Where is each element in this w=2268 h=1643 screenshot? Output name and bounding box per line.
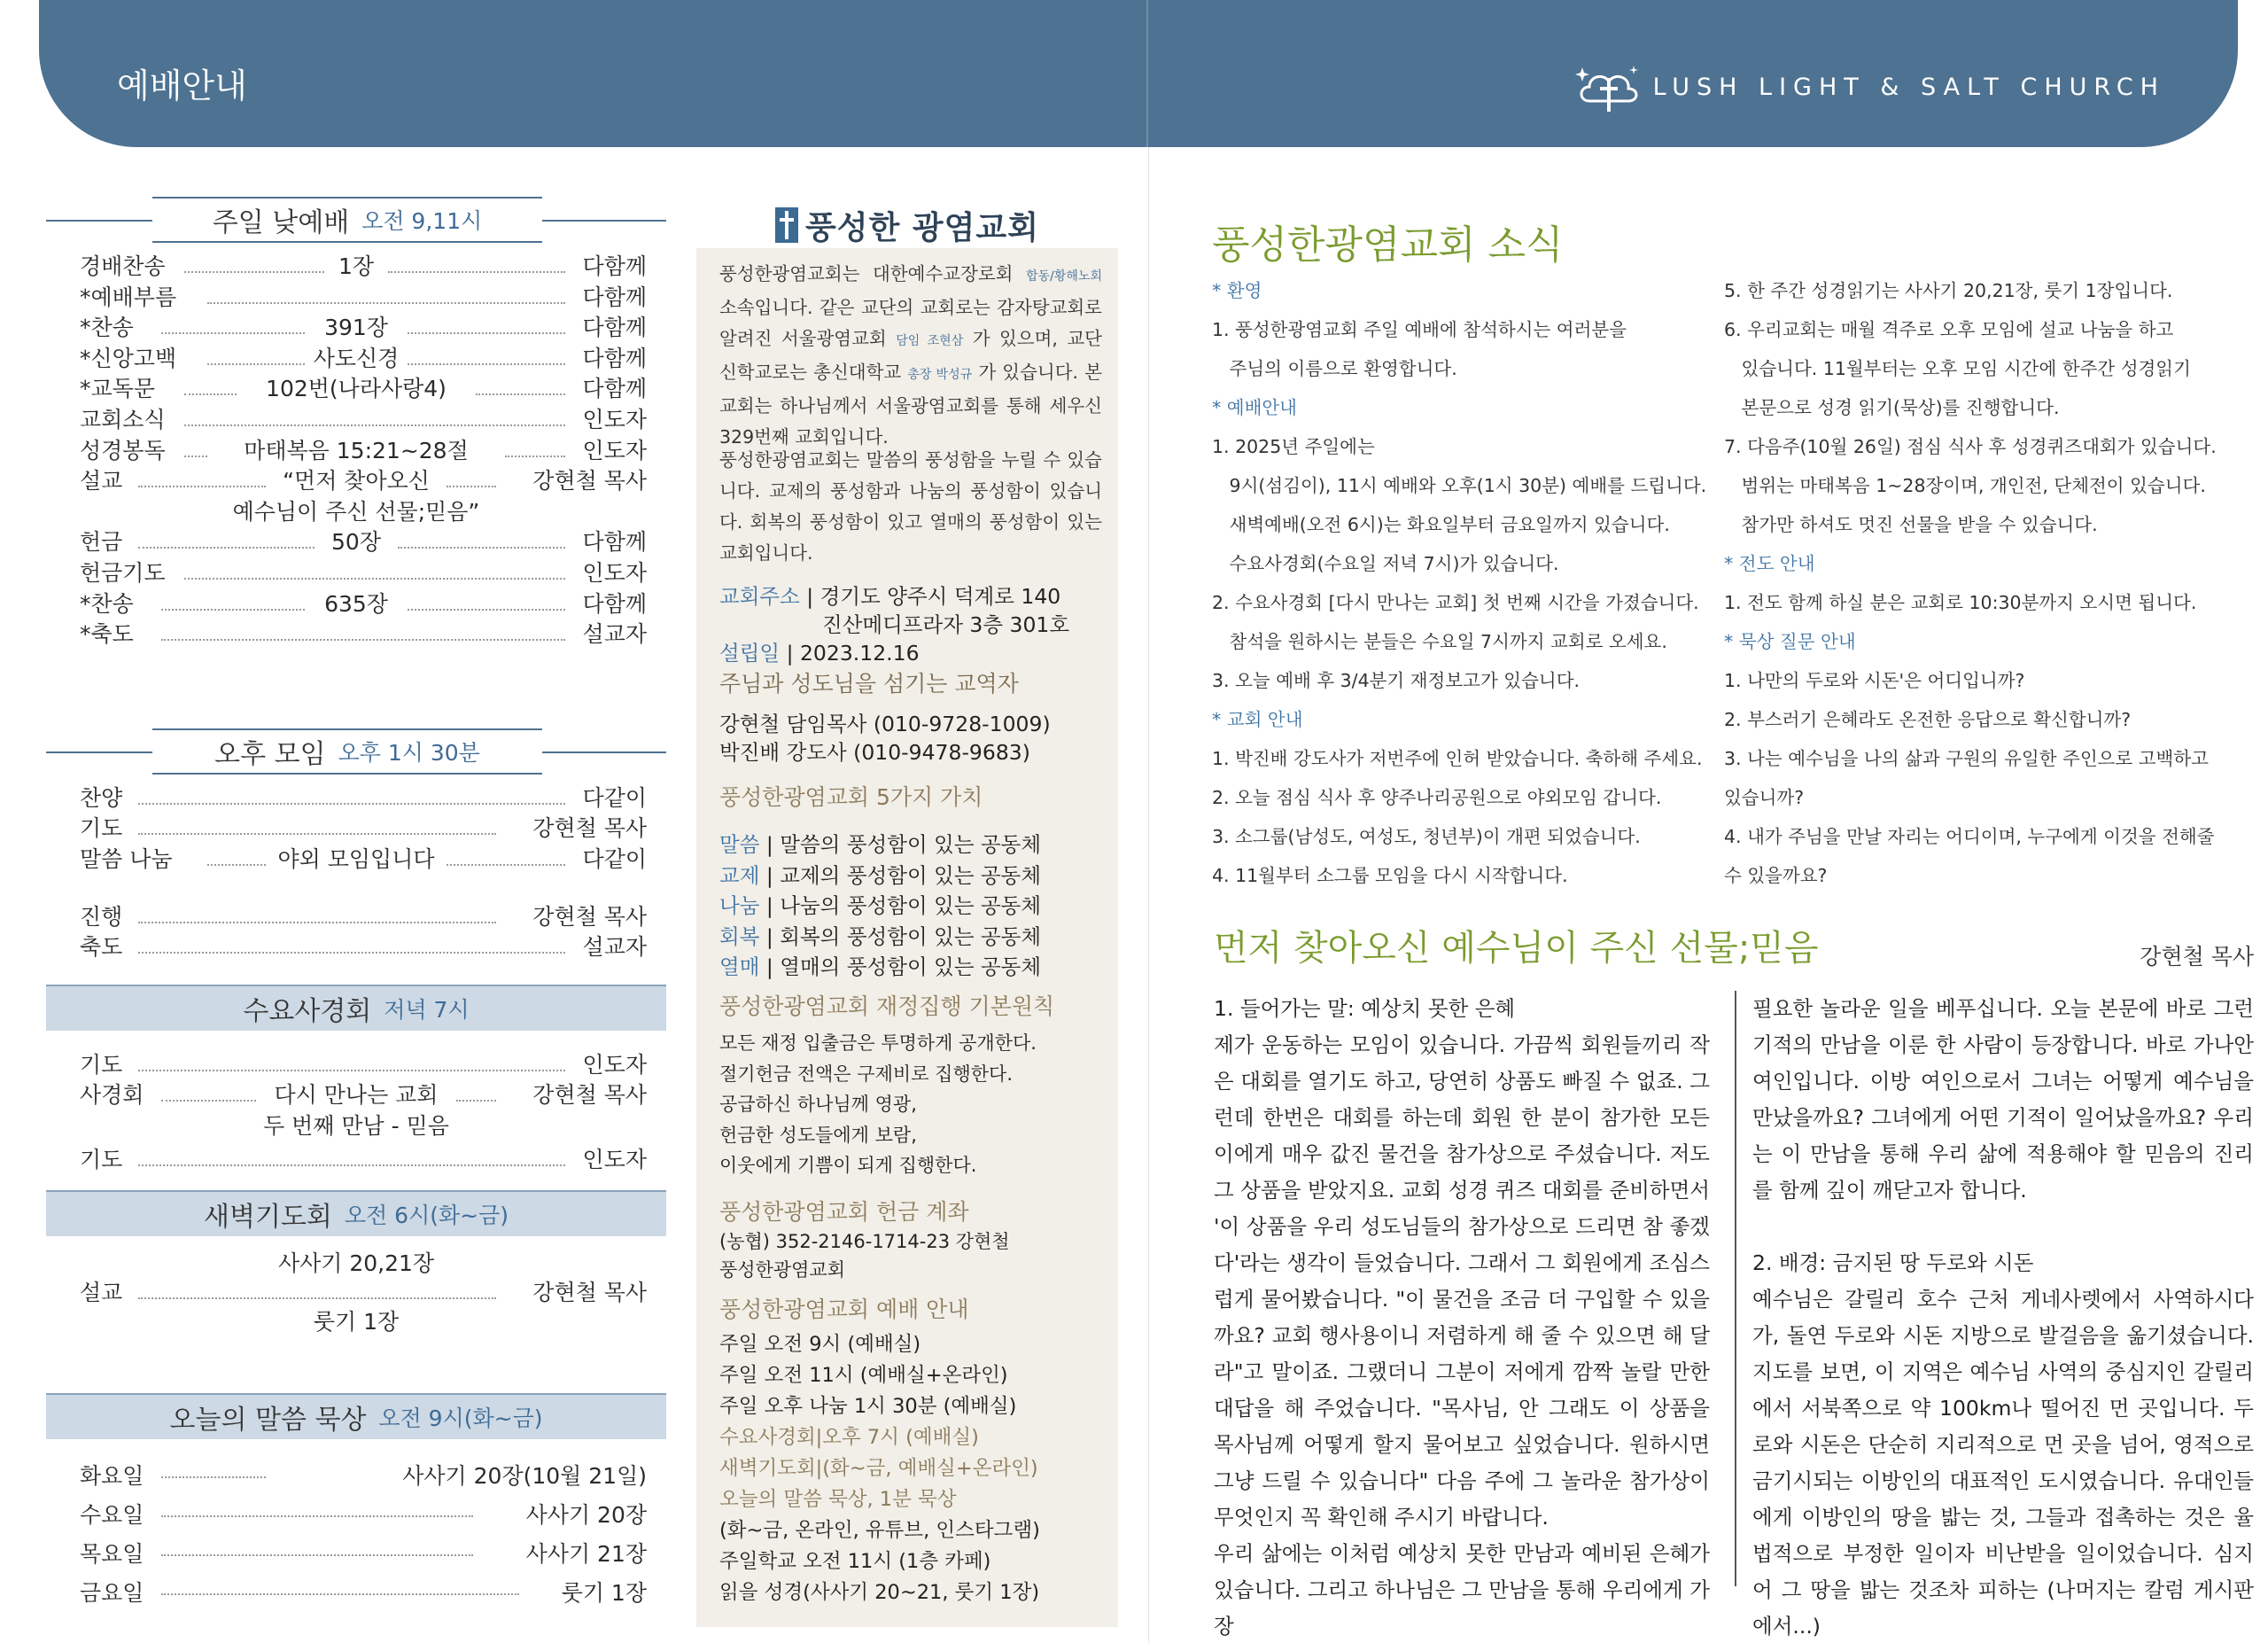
sermon-paragraph-1: 제가 운동하는 모임이 있습니다. 가끔씩 회원들끼리 작은 대회를 열기도 하고, 당연히 상품도 빠질 수 없죠. 그런데 한번은 대회를 하는데 회원 한 분이 참가한 모든 이에게 매우 값진 물건을 참가상으로 주셨습니다. 저도 그 상품을 받았지요. 교회 성경 퀴즈 대회를 준비하면서 '이 상품을 우리 성도님들의 참가상으로 드리면 참 좋겠다'라는 생각이 들었습니다. 그래서 그 회원에게 조심스럽게 물어봤습니다. "이 물건을 조금 더 구입할 수 있을까요? 교회 행사용이니 저렴하게 해 줄 수 있으면 해 달라"고 말이죠. 그랬더니 그분이 저에게 깜짝 놀랄 만한 대답을 해 주었습니다. "목사님, 안 그래도 이 상품을 목사님께 어떻게 할지 물어보고 싶었습니다. 원하시면 그냥 드릴 수 있습니다" 다음 주에 그 놀라운 참가상이 무엇인지 꼭 확인해 주시기 바랍니다. bbox=[1214, 1032, 1710, 1530]
dotted-leader bbox=[184, 424, 565, 426]
row-label: 찬양 bbox=[80, 784, 123, 811]
row-detail: 391장 bbox=[324, 315, 388, 341]
sermon-heading-2: 2. 배경: 금지된 땅 두로와 시돈 bbox=[1752, 1250, 2034, 1275]
church-name: LUSH LIGHT & SALT CHURCH bbox=[1652, 73, 2165, 101]
sermon-right-column bbox=[1752, 991, 2254, 1643]
row-leader: 강현철 목사 bbox=[532, 903, 647, 930]
row-label: 설교 bbox=[80, 468, 123, 494]
dotted-leader bbox=[447, 864, 565, 866]
dotted-leader bbox=[138, 1070, 565, 1071]
row-label: 경배찬송 bbox=[80, 253, 166, 279]
row-label: 말씀 나눔 bbox=[80, 845, 173, 872]
news-right-column bbox=[1724, 271, 2238, 895]
worship-row bbox=[46, 1307, 666, 1336]
worship-row bbox=[46, 558, 666, 589]
cloud-cross-logo-icon bbox=[1575, 60, 1644, 113]
values-title: 풍성한광염교회 5가지 가치 bbox=[719, 784, 983, 810]
worship-row bbox=[46, 932, 666, 963]
row-leader: 사사기 20장(10월 21일) bbox=[402, 1463, 647, 1490]
news-item: 2. 오늘 점심 식사 후 양주나리공원으로 야외모임 갑니다. bbox=[1212, 787, 1662, 808]
dotted-leader bbox=[161, 1476, 266, 1478]
dotted-leader bbox=[138, 922, 496, 923]
section-name: 수요사경회 bbox=[243, 995, 372, 1027]
section-time: 오후 1시 30분 bbox=[338, 739, 480, 766]
value-item: 나눔 | 나눔의 풍성함이 있는 공동체 bbox=[719, 893, 1042, 918]
row-leader: 다함께 bbox=[582, 529, 647, 556]
row-detail: 마태복음 15:21~28절 bbox=[244, 437, 469, 463]
worship-row bbox=[46, 374, 666, 405]
minister-1: 강현철 담임목사 (010-9728-1009) bbox=[719, 712, 1051, 736]
sermon-heading-1: 1. 들어가는 말: 예상치 못한 은혜 bbox=[1214, 996, 1516, 1021]
row-label: 목요일 bbox=[80, 1541, 144, 1568]
header-divider bbox=[1146, 0, 1148, 147]
dotted-leader bbox=[505, 456, 565, 457]
section-time: 오전 9,11시 bbox=[361, 208, 483, 234]
finance-line: 헌금한 성도들에게 보람, bbox=[719, 1124, 917, 1146]
church-info-title: 풍성한 광염교회 bbox=[696, 202, 1118, 248]
dotted-leader bbox=[161, 639, 565, 641]
row-label: *교독문 bbox=[80, 376, 155, 402]
news-item: 3. 오늘 예배 후 3/4분기 재정보고가 있습니다. bbox=[1212, 670, 1581, 691]
dotted-leader bbox=[161, 1593, 519, 1595]
news-item: 참가만 하셔도 멋진 선물을 받을 수 있습니다. bbox=[1724, 514, 2098, 535]
worship-row bbox=[46, 1111, 666, 1142]
worship-row bbox=[46, 845, 666, 876]
church-founded: 설립일 | 2023.12.16 bbox=[719, 641, 920, 666]
section-name: 오후 모임 bbox=[214, 738, 326, 770]
row-label: *찬송 bbox=[80, 315, 134, 341]
worship-row bbox=[46, 1457, 666, 1496]
account-title: 풍성한광염교회 헌금 계좌 bbox=[719, 1199, 969, 1225]
row-detail: 룻기 1장 bbox=[313, 1309, 400, 1335]
worship-row bbox=[46, 527, 666, 558]
row-leader: 인도자 bbox=[582, 559, 647, 586]
news-item: 1. 풍성한광염교회 주일 예배에 참석하시는 여러분을 bbox=[1212, 319, 1627, 340]
dotted-leader bbox=[398, 547, 565, 549]
worship-row bbox=[46, 902, 666, 933]
schedule-item: 주일 오후 나눔 1시 30분 (예배실) bbox=[719, 1395, 1017, 1418]
row-leader: 설교자 bbox=[582, 621, 647, 648]
section-time: 오전 9시(화~금) bbox=[378, 1406, 543, 1432]
news-item: 주님의 이름으로 환영합니다. bbox=[1212, 358, 1457, 379]
news-title: 풍성한광염교회 소식 bbox=[1212, 222, 1564, 268]
row-detail: 두 번째 만남 - 믿음 bbox=[263, 1112, 449, 1139]
dotted-leader bbox=[138, 547, 315, 549]
news-item: 있습니다. 11월부터는 오후 모임 시간에 한주간 성경읽기 bbox=[1724, 358, 2191, 379]
sermon-paragraph-4: 예수님은 갈릴리 호수 근처 게네사렛에서 사역하시다가, 돌연 두로와 시돈 지방으로 발걸음을 옮기셨습니다. 지도를 보면, 이 지역은 예수님 사역의 중심지인 갈릴리에서 서북쪽으로 약 100km나 떨어진 먼 곳입니다. 두로와 시돈은 단순히 지리적으로 먼 곳을 넘어, 영적으로 금기시되는 이방인의 대표적인 도시였습니다. 유대인들에게 이방인의 땅을 밟는 것, 그들과 접촉하는 것은 율법적으로 부정한 일이자 비난받을 일이었습니다. 심지어 그 땅을 밟는 것조차 피하는 (나머지는 칼럼 게시판에서...) bbox=[1752, 1287, 2254, 1639]
row-leader: 인도자 bbox=[582, 1051, 647, 1078]
dotted-leader bbox=[184, 578, 565, 580]
news-heading: * 전도 안내 bbox=[1724, 553, 1815, 574]
dotted-leader bbox=[408, 609, 565, 611]
account-number: (농협) 352-2146-1714-23 강현철 bbox=[719, 1231, 1010, 1252]
worship-row bbox=[46, 1050, 666, 1081]
page-divider bbox=[1148, 147, 1149, 1643]
worship-order-column bbox=[46, 177, 666, 1613]
row-leader: 다함께 bbox=[582, 253, 647, 279]
news-item: 6. 우리교회는 매월 격주로 오후 모임에 설교 나눔을 하고 bbox=[1724, 319, 2174, 340]
row-label: *축도 bbox=[80, 621, 134, 648]
row-detail: 635장 bbox=[324, 590, 388, 617]
row-leader: 사사기 21장 bbox=[525, 1541, 647, 1568]
finance-line: 절기헌금 전액은 구제비로 집행한다. bbox=[719, 1063, 1013, 1085]
dotted-leader bbox=[138, 1297, 496, 1299]
wednesday-heading bbox=[46, 985, 666, 1031]
church-address-2: 진산메디프라자 3층 301호 bbox=[822, 612, 1070, 637]
row-detail: 102번(나라사랑4) bbox=[266, 376, 447, 402]
sunday-worship-list bbox=[46, 252, 666, 650]
sermon-title: 먼저 찾아오신 예수님이 주신 선물;믿음 bbox=[1214, 928, 1819, 969]
news-item: 새벽예배(오전 6시)는 화요일부터 금요일까지 있습니다. bbox=[1212, 514, 1670, 535]
news-item: 3. 나는 예수님을 나의 삶과 구원의 유일한 주인으로 고백하고 bbox=[1724, 748, 2209, 769]
meditation-heading bbox=[46, 1393, 666, 1439]
news-item: 5. 한 주간 성경읽기는 사사기 20,21장, 룻기 1장입니다. bbox=[1724, 280, 2173, 301]
worship-row bbox=[46, 283, 666, 314]
sunday-worship-heading bbox=[46, 177, 666, 252]
dawn-heading bbox=[46, 1190, 666, 1236]
dotted-leader bbox=[138, 952, 565, 954]
news-item: 수 있을까요? bbox=[1724, 865, 1828, 886]
church-brand bbox=[1575, 60, 2165, 113]
row-leader: 인도자 bbox=[582, 437, 647, 463]
section-time: 오전 6시(화~금) bbox=[344, 1203, 509, 1229]
row-detail: 사사기 20,21장 bbox=[277, 1250, 435, 1277]
sermon-author: 강현철 목사 bbox=[2140, 944, 2254, 969]
row-detail: 1장 bbox=[338, 253, 375, 279]
dawn-list bbox=[46, 1249, 666, 1336]
worship-row bbox=[46, 1145, 666, 1176]
row-leader: 다함께 bbox=[582, 284, 647, 310]
dotted-leader bbox=[161, 332, 305, 334]
ministers-title: 주님과 성도님을 섬기는 교역자 bbox=[719, 671, 1019, 697]
church-intro-2: 풍성한광염교회는 말씀의 풍성함을 누릴 수 있습니다. 교제의 풍성함과 나눔의 풍성함이 있습니다. 회복의 풍성함이 있고 열매의 풍성함이 있는 교회입니다. bbox=[719, 449, 1102, 564]
row-label: 기도 bbox=[80, 1051, 123, 1078]
row-label: 금요일 bbox=[80, 1580, 144, 1607]
news-item: 1. 박진배 강도사가 저번주에 인허 받았습니다. 축하해 주세요. bbox=[1212, 748, 1703, 769]
dotted-leader bbox=[207, 302, 565, 304]
dotted-leader bbox=[138, 486, 266, 487]
row-leader: 다같이 bbox=[582, 845, 647, 872]
row-leader: 강현철 목사 bbox=[532, 815, 647, 842]
value-item: 회복 | 회복의 풍성함이 있는 공동체 bbox=[719, 923, 1042, 949]
church-address: 교회주소 | 경기도 양주시 덕계로 140 bbox=[719, 584, 1061, 609]
news-item: 2. 수요사경회 [다시 만나는 교회] 첫 번째 시간을 가졌습니다. bbox=[1212, 592, 1699, 613]
schedule-item: 주일 오전 9시 (예배실) bbox=[719, 1333, 921, 1356]
row-detail: 야외 모임입니다 bbox=[277, 845, 435, 872]
row-leader: 설교자 bbox=[582, 934, 647, 961]
dotted-leader bbox=[184, 456, 207, 457]
schedule-item: 주일 오전 11시 (예배실+온라인) bbox=[719, 1364, 1008, 1387]
row-leader: 인도자 bbox=[582, 1147, 647, 1173]
afternoon-heading bbox=[46, 709, 666, 783]
dotted-leader bbox=[161, 1554, 473, 1556]
worship-row bbox=[46, 814, 666, 845]
value-item: 교제 | 교제의 풍성함이 있는 공동체 bbox=[719, 862, 1042, 888]
sermon-left-column bbox=[1214, 991, 1710, 1643]
worship-row bbox=[46, 783, 666, 814]
news-item: 본문으로 성경 읽기(묵상)를 진행합니다. bbox=[1724, 397, 2060, 418]
dotted-leader bbox=[456, 1100, 496, 1102]
church-intro: 풍성한광염교회는 대한예수교장로회 합동/황해노회 소속입니다. 같은 교단의 교회로는 감자탕교회로 알려진 서울광염교회 담임 조현삼 가 있으며, 교단 신학교로는 총신대학교 총장 박성규 가 있습니다. 본 교회는 하나님께서 서울광염교회를 통해 세우신 329번째 교회입니다. bbox=[719, 263, 1102, 448]
dotted-leader bbox=[138, 833, 496, 835]
dotted-leader bbox=[184, 393, 237, 395]
news-item: 있습니까? bbox=[1724, 787, 1805, 808]
row-label: 교회소식 bbox=[80, 406, 166, 432]
news-item: 범위는 마태복음 1~28장이며, 개인전, 단체전이 있습니다. bbox=[1724, 475, 2206, 496]
row-leader: 다함께 bbox=[582, 590, 647, 617]
dotted-leader bbox=[476, 393, 565, 395]
row-leader: 다함께 bbox=[582, 376, 647, 402]
section-name: 오늘의 말씀 묵상 bbox=[169, 1405, 367, 1437]
worship-row bbox=[46, 619, 666, 650]
value-item: 열매 | 열매의 풍성함이 있는 공동체 bbox=[719, 954, 1042, 979]
row-detail: 예수님이 주신 선물;믿음” bbox=[232, 498, 480, 525]
schedule-item: 오늘의 말씀 묵상, 1분 묵상 bbox=[719, 1488, 957, 1511]
row-leader: 인도자 bbox=[582, 406, 647, 432]
dotted-leader bbox=[408, 332, 565, 334]
worship-row bbox=[46, 1496, 666, 1535]
row-leader: 강현철 목사 bbox=[532, 1280, 647, 1306]
dotted-leader bbox=[207, 363, 305, 365]
finance-line: 이웃에게 기쁨이 되게 집행한다. bbox=[719, 1155, 977, 1176]
news-heading: * 환영 bbox=[1212, 280, 1262, 301]
row-label: 화요일 bbox=[80, 1463, 144, 1490]
news-heading: * 예배안내 bbox=[1212, 397, 1297, 418]
finance-line: 공급하신 하나님께 영광, bbox=[719, 1094, 917, 1115]
news-item: 9시(섬김이), 11시 예배와 오후(1시 30분) 예배를 드립니다. bbox=[1212, 475, 1707, 496]
worship-row bbox=[46, 436, 666, 467]
page-title: 예배안내 bbox=[117, 66, 247, 105]
finance-line: 모든 재정 입출금은 투명하게 공개한다. bbox=[719, 1032, 1037, 1054]
row-label: *신앙고백 bbox=[80, 345, 177, 371]
row-label: 기도 bbox=[80, 815, 123, 842]
dotted-leader bbox=[408, 363, 565, 365]
row-detail: “먼저 찾아오신 bbox=[283, 468, 430, 494]
dotted-leader bbox=[207, 864, 266, 866]
news-item: 4. 11월부터 소그룹 모임을 다시 시작합니다. bbox=[1212, 865, 1568, 886]
schedule-title: 풍성한광염교회 예배 안내 bbox=[719, 1296, 969, 1322]
worship-row bbox=[46, 1535, 666, 1574]
news-item: 1. 2025년 주일에는 bbox=[1212, 436, 1375, 457]
worship-row bbox=[46, 1249, 666, 1278]
cross-logo-icon bbox=[775, 207, 798, 243]
row-detail: 사도신경 bbox=[313, 345, 400, 371]
sermon-column-divider bbox=[1735, 991, 1736, 1586]
news-item: 4. 내가 주님을 만날 자리는 어디이며, 누구에게 이것을 전해줄 bbox=[1724, 826, 2215, 847]
dotted-leader bbox=[138, 803, 565, 805]
minister-2: 박진배 강도사 (010-9478-9683) bbox=[719, 740, 1030, 765]
row-leader: 강현철 목사 bbox=[532, 468, 647, 494]
wednesday-list bbox=[46, 1050, 666, 1176]
dotted-leader bbox=[161, 609, 305, 611]
row-leader: 다함께 bbox=[582, 315, 647, 341]
worship-row bbox=[46, 497, 666, 528]
finance-title: 풍성한광염교회 재정집행 기본원칙 bbox=[719, 993, 1055, 1019]
row-label: 수요일 bbox=[80, 1502, 144, 1529]
row-leader: 강현철 목사 bbox=[532, 1082, 647, 1109]
row-label: 성경봉독 bbox=[80, 437, 166, 463]
news-item: 7. 다음주(10월 26일) 점심 식사 후 성경퀴즈대회가 있습니다. bbox=[1724, 436, 2217, 457]
worship-row bbox=[46, 1278, 666, 1307]
row-label: 헌금 bbox=[80, 529, 123, 556]
news-item: 2. 부스러기 은혜라도 온전한 응답으로 확신합니까? bbox=[1724, 709, 2132, 730]
row-label: 사경회 bbox=[80, 1082, 144, 1109]
dotted-leader bbox=[161, 1100, 256, 1102]
dotted-leader bbox=[138, 1164, 565, 1166]
row-detail: 다시 만나는 교회 bbox=[274, 1082, 439, 1109]
news-item: 수요사경회(수요일 저녁 7시)가 있습니다. bbox=[1212, 553, 1559, 574]
news-item: 1. 전도 함께 하실 분은 교회로 10:30분까지 오시면 됩니다. bbox=[1724, 592, 2197, 613]
section-time: 저녁 7시 bbox=[384, 996, 470, 1023]
news-item: 1. 나만의 두로와 시돈'은 어디입니까? bbox=[1724, 670, 2025, 691]
news-heading: * 교회 안내 bbox=[1212, 709, 1303, 730]
news-item: 참석을 원하시는 분들은 수요일 7시까지 교회로 오세요. bbox=[1212, 631, 1667, 652]
dotted-leader bbox=[184, 271, 324, 273]
row-leader: 다함께 bbox=[582, 345, 647, 371]
row-label: *예배부름 bbox=[80, 284, 177, 310]
row-leader: 사사기 20장 bbox=[525, 1502, 647, 1529]
worship-row bbox=[46, 252, 666, 283]
schedule-item: (화~금, 온라인, 유튜브, 인스타그램) bbox=[719, 1519, 1040, 1542]
row-detail: 50장 bbox=[331, 529, 381, 556]
worship-row bbox=[46, 466, 666, 497]
meditation-list bbox=[46, 1457, 666, 1613]
schedule-item: 수요사경회|오후 7시 (예배실) bbox=[719, 1426, 979, 1449]
news-item: 3. 소그룹(남성도, 여성도, 청년부)이 개편 되었습니다. bbox=[1212, 826, 1641, 847]
row-label: *찬송 bbox=[80, 590, 134, 617]
row-label: 진행 bbox=[80, 903, 123, 930]
schedule-item: 읽을 성경(사사기 20~21, 룻기 1장) bbox=[719, 1581, 1040, 1604]
dotted-leader bbox=[447, 486, 496, 487]
worship-row bbox=[46, 405, 666, 436]
afternoon-list bbox=[46, 783, 666, 963]
schedule-item: 주일학교 오전 11시 (1층 카페) bbox=[719, 1550, 991, 1573]
worship-row bbox=[46, 344, 666, 375]
schedule-item: 새벽기도회|(화~금, 예배실+온라인) bbox=[719, 1457, 1038, 1480]
worship-row bbox=[46, 1080, 666, 1111]
worship-row bbox=[46, 313, 666, 344]
news-left-column bbox=[1212, 271, 1726, 895]
row-label: 기도 bbox=[80, 1147, 123, 1173]
dotted-leader bbox=[388, 271, 565, 273]
row-leader: 다같이 bbox=[582, 784, 647, 811]
dotted-leader bbox=[161, 1515, 473, 1517]
row-label: 헌금기도 bbox=[80, 559, 166, 586]
sermon-paragraph-2: 우리 삶에는 이처럼 예상치 못한 만남과 예비된 은혜가 있습니다. 그리고 하나님은 그 만남을 통해 우리에게 가장 bbox=[1214, 1541, 1710, 1639]
worship-row bbox=[46, 1574, 666, 1613]
row-leader: 룻기 1장 bbox=[561, 1580, 647, 1607]
section-name: 주일 낮예배 bbox=[212, 207, 350, 238]
news-heading: * 묵상 질문 안내 bbox=[1724, 631, 1856, 652]
row-label: 축도 bbox=[80, 934, 123, 961]
account-holder: 풍성한광염교회 bbox=[719, 1259, 846, 1281]
worship-row bbox=[46, 589, 666, 620]
sermon-paragraph-3: 필요한 놀라운 일을 베푸십니다. 오늘 본문에 바로 그런 기적의 만남을 이룬 한 사람이 등장합니다. 바로 가나안 여인입니다. 이방 여인으로서 그녀는 어떻게 예수님을 만났을까요? 그녀에게 어떤 기적이 일어났을까요? 우리는 이 만남을 통해 우리 삶에 적용해야 할 믿음의 진리를 함께 깊이 깨닫고자 합니다. bbox=[1752, 996, 2254, 1203]
section-name: 새벽기도회 bbox=[204, 1202, 332, 1234]
row-label: 설교 bbox=[80, 1280, 123, 1306]
value-item: 말씀 | 말씀의 풍성함이 있는 공동체 bbox=[719, 832, 1042, 857]
